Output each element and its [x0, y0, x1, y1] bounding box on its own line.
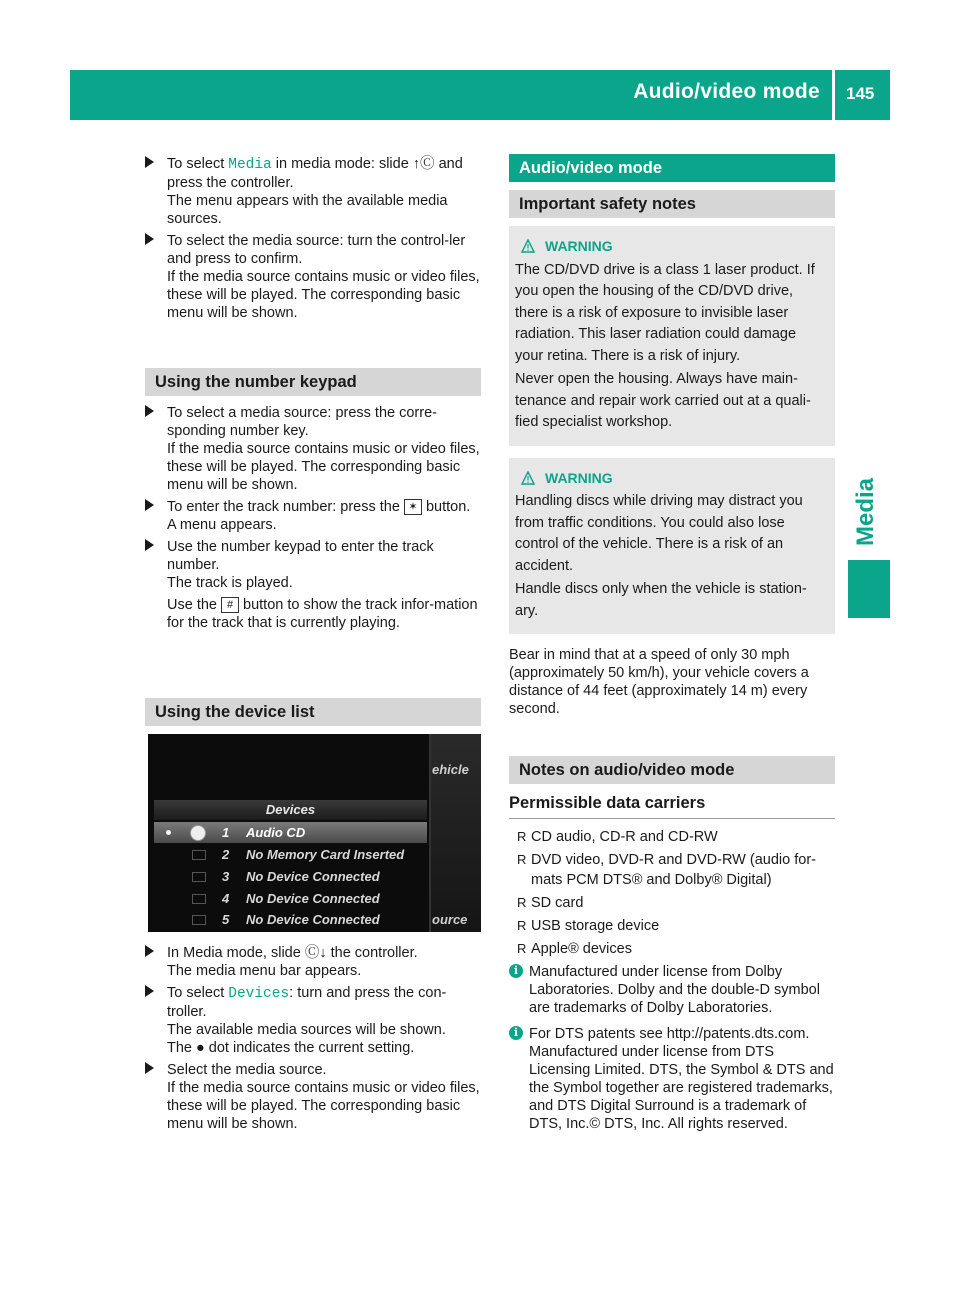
- keypad-section: [145, 368, 481, 396]
- step: To select Devices: turn and press the con-troller. The available media sources will be shown. The ● dot indicates the current setting.: [145, 984, 481, 1057]
- side-tab-marker: [848, 560, 890, 618]
- side-tab-label: Media: [852, 477, 879, 546]
- section-heading: Using the number keypad: [145, 368, 481, 396]
- step: To select a media source: press the corre-sponding number key. If the media source contains music or video files, these will be played. The corresponding basic menu will be shown.: [145, 404, 481, 494]
- device-steps: [145, 944, 481, 1137]
- warning-triangle-icon: [521, 239, 535, 253]
- screen-side-label-top: ehicle: [432, 762, 469, 777]
- speed-note: Bear in mind that at a speed of only 30 mph (approximately 50 km/h), your vehicle covers a distance of 44 feet (approximately 14 m) every second.: [509, 647, 809, 717]
- right-column: [509, 154, 835, 1133]
- star-key-icon: ✶: [404, 499, 422, 515]
- warning-title: WARNING: [521, 236, 827, 258]
- current-setting-dot-icon: [166, 830, 171, 835]
- list-item: R Apple® devices: [519, 939, 835, 959]
- step-arrow-icon: [145, 405, 154, 417]
- info-icon: i: [509, 1026, 523, 1040]
- step-arrow-icon: [145, 499, 154, 511]
- warning-triangle-icon: [521, 471, 535, 485]
- step: In Media mode, slide Ⓒ↓ the controller. The media menu bar appears.: [145, 944, 481, 980]
- menu-item-media: Media: [228, 157, 272, 173]
- step-arrow-icon: [145, 945, 154, 957]
- device-row[interactable]: 5 No Device Connected: [154, 909, 427, 930]
- memory-card-icon: [192, 850, 206, 860]
- step-arrow-icon: [145, 985, 154, 997]
- device-section: [145, 698, 481, 726]
- header-divider: [832, 70, 835, 120]
- hash-key-icon: #: [221, 597, 239, 613]
- warning-title: WARNING: [521, 468, 827, 490]
- info-note: i Manufactured under license from Dolby Laboratories. Dolby and the double-D symbol are trademarks of Dolby Laboratories.: [509, 963, 835, 1017]
- step: To select the media source: turn the control-ler and press to confirm. If the media source contains music or video files, these will be played. The corresponding basic menu will be shown.: [145, 232, 481, 322]
- warning-box: WARNING Handling discs while driving may distract you from traffic conditions. You could also lose control of the vehicle. There is a risk of an accident. Handle discs only when the vehicle is station-ary.: [509, 458, 835, 635]
- device-row[interactable]: 4 No Device Connected: [154, 888, 427, 909]
- keypad-steps: [145, 404, 481, 636]
- left-intro: [145, 155, 481, 326]
- devices-menu-title: Devices: [154, 800, 427, 820]
- device-row[interactable]: 2 No Memory Card Inserted: [154, 844, 427, 865]
- step-arrow-icon: [145, 233, 154, 245]
- step: Use the number keypad to enter the track number. The track is played. Use the # button to show the track infor-mation for the track that is currently playing.: [145, 538, 481, 632]
- subsection-heading: Permissible data carriers: [509, 794, 835, 819]
- step-arrow-icon: [145, 156, 154, 168]
- screen-side-label-bottom: ource: [432, 912, 468, 927]
- step: Select the media source. If the media source contains music or video files, these will be played. The corresponding basic menu will be shown.: [145, 1061, 481, 1133]
- step-arrow-icon: [145, 539, 154, 551]
- section-heading: Audio/video mode: [509, 154, 835, 182]
- list-item: R CD audio, CD-R and CD-RW: [519, 827, 835, 847]
- info-note: i For DTS patents see http://patents.dts.com. Manufactured under license from DTS Licensing Limited. DTS, the Symbol & DTS and the Symbol together are registered trademarks, and DTS Digital Surround is a trademark of DTS, Inc.© DTS, Inc. All rights reserved.: [509, 1025, 835, 1133]
- list-item: R SD card: [519, 893, 835, 913]
- device-icon: [192, 872, 206, 882]
- page-title: Audio/video mode: [633, 80, 820, 103]
- section-heading: Using the device list: [145, 698, 481, 726]
- step: To select Media in media mode: slide ↑Ⓒ and press the controller. The menu appears with the available media sources.: [145, 155, 481, 228]
- step-arrow-icon: [145, 1062, 154, 1074]
- device-icon: [192, 915, 206, 925]
- section-heading: Important safety notes: [509, 190, 835, 218]
- list-item: R DVD video, DVD-R and DVD-RW (audio for-mats PCM DTS® and Dolby® Digital): [519, 850, 835, 890]
- menu-item-devices: Devices: [228, 986, 290, 1002]
- device-row[interactable]: 1 Audio CD: [154, 822, 427, 843]
- info-icon: i: [509, 964, 523, 978]
- side-tab: [848, 440, 890, 550]
- step: To enter the track number: press the ✶ button. A menu appears.: [145, 498, 481, 534]
- page-number: 145: [846, 84, 875, 103]
- device-list-screenshot: [148, 734, 481, 932]
- warning-box: WARNING The CD/DVD drive is a class 1 laser product. If you open the housing of the CD/DVD drive, there is a risk of exposure to invisible laser radiation. This laser radiation could damage your retina. There is a risk of injury. Never open the housing. Always have main-tenance and repair work carried out at a quali-fied specialist workshop.: [509, 226, 835, 446]
- carrier-list: [509, 827, 835, 959]
- device-icon: [192, 894, 206, 904]
- list-item: R USB storage device: [519, 916, 835, 936]
- section-heading: Notes on audio/video mode: [509, 756, 835, 784]
- device-row[interactable]: 3 No Device Connected: [154, 866, 427, 887]
- disc-icon: [190, 825, 206, 841]
